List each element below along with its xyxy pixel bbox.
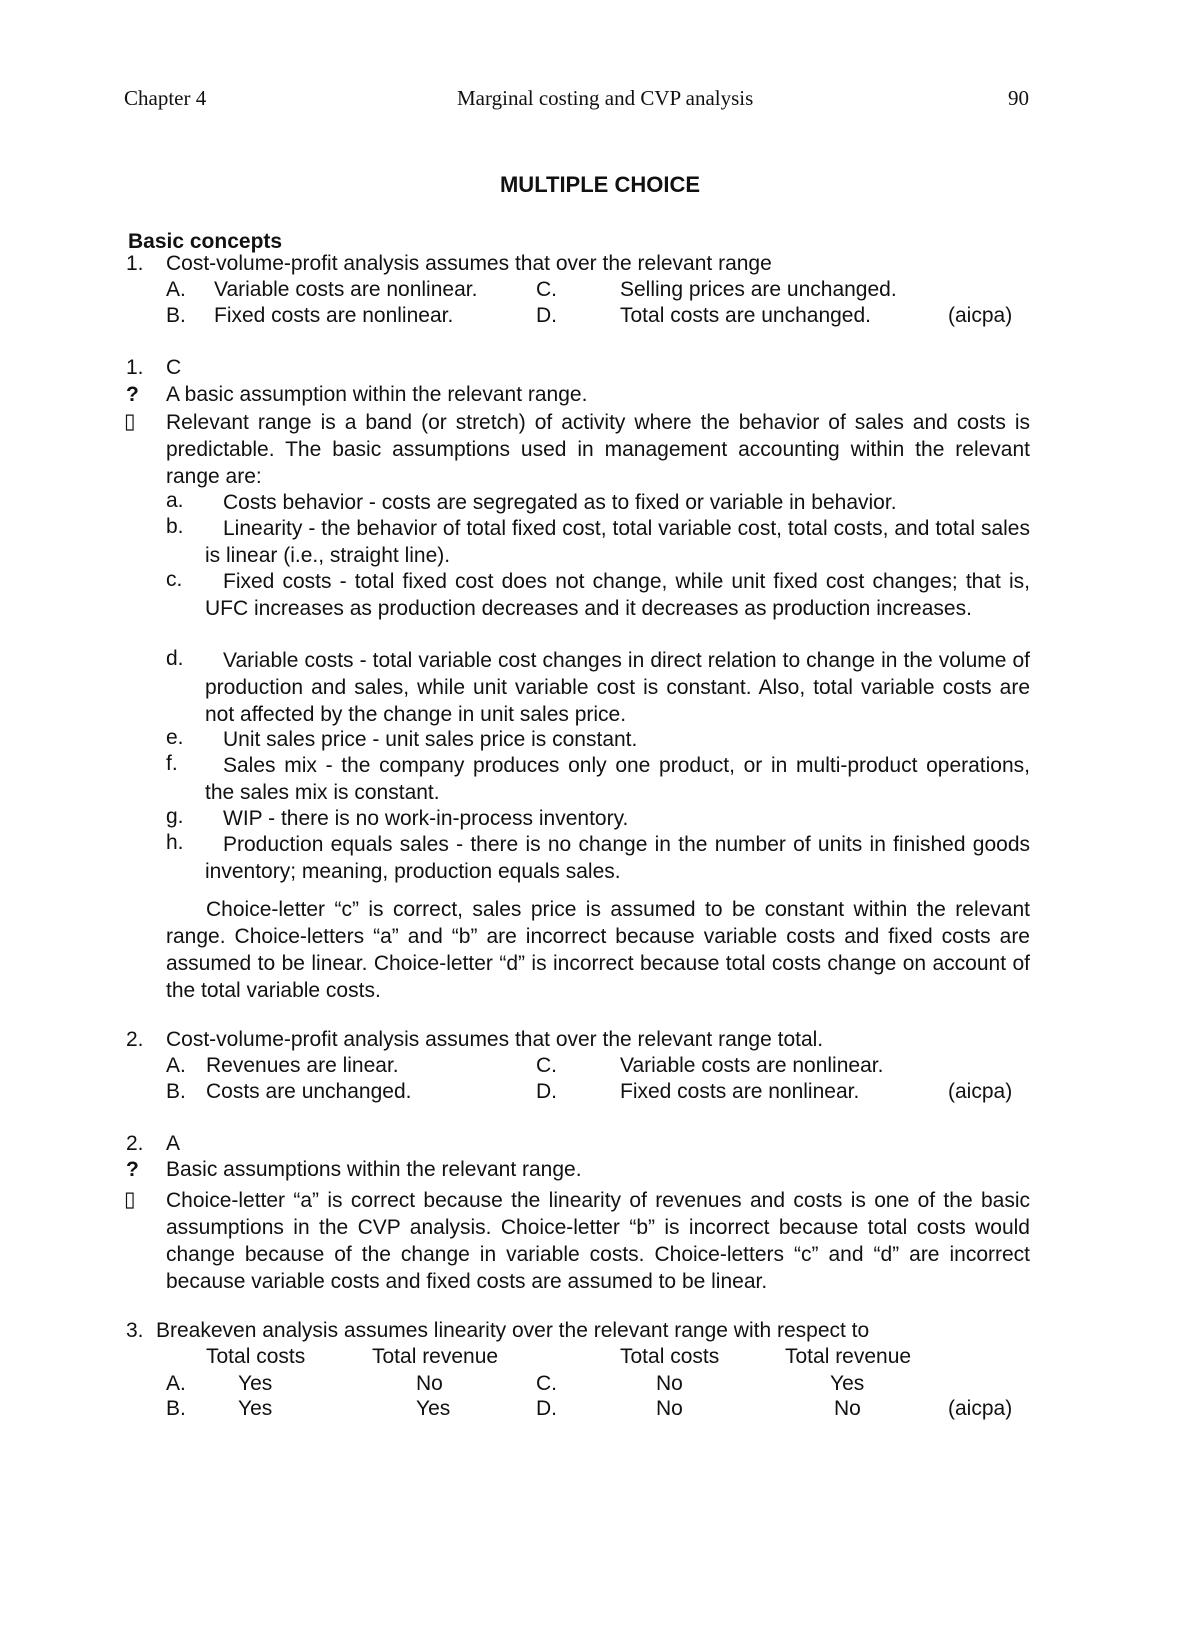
a1-item-text: Costs behavior - costs are segregated as to fixed or variable in behavior. [223, 491, 897, 514]
a1-item-letter: f. [166, 752, 178, 775]
a1-number: 1. [126, 356, 144, 379]
q2-option-d-letter: D. [536, 1080, 557, 1103]
a1-note: A basic assumption within the relevant range. [166, 383, 588, 406]
q1-option-c-letter: C. [536, 278, 557, 301]
q1-option-b-letter: B. [166, 304, 186, 327]
a1-item-letter: h. [166, 831, 184, 854]
a1-item-letter: d. [166, 647, 184, 670]
q1-number: 1. [126, 252, 144, 275]
a1-answer: C [166, 356, 182, 379]
q3-col-header: Total costs [206, 1345, 306, 1368]
q2-option-d: Fixed costs are nonlinear. [620, 1080, 860, 1103]
q2-option-b-letter: B. [166, 1080, 186, 1103]
q1-option-d-letter: D. [536, 304, 557, 327]
a1-item-text: WIP - there is no work-in-process inventory. [223, 807, 629, 830]
a1-item-letter: g. [166, 805, 184, 828]
q2-source: (aicpa) [948, 1080, 1013, 1103]
q2-option-b: Costs are unchanged. [206, 1080, 412, 1103]
a2-explanation: Choice-letter “a” is correct because the linearity of revenues and costs is one of the basic assumptions in the CVP analysis. Choice-letter “b” is incorrect because total costs would change because of the change in variable costs. Choice-letters “c” and “d” are incorrect because variable costs and fixed costs are assumed to be linear. [166, 1189, 1030, 1293]
header-topic: Marginal costing and CVP analysis [457, 86, 754, 110]
a1-item-letter: e. [166, 726, 184, 749]
q3-option-a-letter: A. [166, 1372, 186, 1395]
a1-item-letter: a. [166, 489, 184, 512]
q2-option-a-letter: A. [166, 1054, 186, 1077]
header-page-number: 90 [1008, 86, 1029, 110]
q3-option-d-letter: D. [536, 1397, 557, 1420]
q2-option-c-letter: C. [536, 1054, 557, 1077]
q1-option-c: Selling prices are unchanged. [620, 278, 897, 301]
a1-item-text: Sales mix - the company produces only one product, or in multi-product operations, the sales mix is constant. [205, 754, 1030, 804]
q3-stem: Breakeven analysis assumes linearity over the relevant range with respect to [156, 1319, 870, 1342]
q3-option-a-revenue: No [416, 1372, 443, 1395]
a1-item-letter: b. [166, 515, 184, 538]
box-bullet-icon: ▯ [124, 1188, 136, 1211]
a1-explanation: Choice-letter “c” is correct, sales price is assumed to be constant within the relevant range. Choice-letters “a” and “b” are incorrect because variable costs and fixed costs are assumed to be linear. Choice-letter “d” is incorrect because total costs change on account of the total variable costs. [166, 898, 1030, 1002]
q3-option-b-costs: Yes [238, 1397, 273, 1420]
q1-option-a-letter: A. [166, 278, 186, 301]
page-title: MULTIPLE CHOICE [499, 172, 701, 197]
a1-item-text: Variable costs - total variable cost changes in direct relation to change in the volume of production and sales, while unit variable cost is constant. Also, total variable costs are not affected by the change in unit sales price. [205, 649, 1030, 726]
a1-item-text: Production equals sales - there is no change in the number of units in finished goods inventory; meaning, production equals sales. [205, 833, 1030, 883]
q2-option-c: Variable costs are nonlinear. [620, 1054, 884, 1077]
q3-number: 3. [126, 1319, 144, 1342]
a2-answer: A [166, 1132, 181, 1155]
q3-option-c-letter: C. [536, 1372, 557, 1395]
q3-option-c-costs: No [656, 1372, 683, 1395]
q1-source: (aicpa) [948, 304, 1013, 327]
q2-stem: Cost-volume-profit analysis assumes that over the relevant range total. [166, 1028, 824, 1051]
a2-number: 2. [126, 1132, 144, 1155]
q1-option-b: Fixed costs are nonlinear. [214, 304, 454, 327]
q2-option-a: Revenues are linear. [206, 1054, 399, 1077]
q3-option-a-costs: Yes [238, 1372, 273, 1395]
q3-option-b-letter: B. [166, 1397, 186, 1420]
q3-col-header: Total costs [620, 1345, 720, 1368]
q3-option-d-revenue: No [834, 1397, 861, 1420]
q3-option-d-costs: No [656, 1397, 683, 1420]
a1-item-letter: c. [166, 568, 183, 591]
a1-intro: Relevant range is a band (or stretch) of activity where the behavior of sales and costs is predictable. The basic assumptions used in management accounting within the relevant range are: [166, 411, 1030, 488]
q3-col-header: Total revenue [372, 1345, 499, 1368]
q3-col-header: Total revenue [785, 1345, 912, 1368]
a1-item-text: Fixed costs - total fixed cost does not change, while unit fixed cost changes; that is, UFC increases as production decreases and it decreases as production increases. [205, 570, 1030, 620]
box-bullet-icon: ▯ [124, 410, 136, 433]
q2-number: 2. [126, 1028, 144, 1051]
q1-stem: Cost-volume-profit analysis assumes that over the relevant range [166, 252, 772, 275]
header-chapter: Chapter 4 [124, 86, 207, 110]
q3-option-b-revenue: Yes [416, 1397, 451, 1420]
q3-option-c-revenue: Yes [830, 1372, 865, 1395]
q1-option-a: Variable costs are nonlinear. [214, 278, 478, 301]
question-mark-icon: ? [126, 383, 139, 406]
question-mark-icon: ? [126, 1158, 139, 1181]
a1-item-text: Linearity - the behavior of total fixed cost, total variable cost, total costs, and total sales is linear (i.e., straight line). [205, 517, 1030, 567]
section-heading: Basic concepts [128, 230, 283, 253]
a1-item-text: Unit sales price - unit sales price is constant. [223, 728, 638, 751]
a2-note: Basic assumptions within the relevant range. [166, 1158, 582, 1181]
q1-option-d: Total costs are unchanged. [620, 304, 871, 327]
q3-source: (aicpa) [948, 1397, 1013, 1420]
